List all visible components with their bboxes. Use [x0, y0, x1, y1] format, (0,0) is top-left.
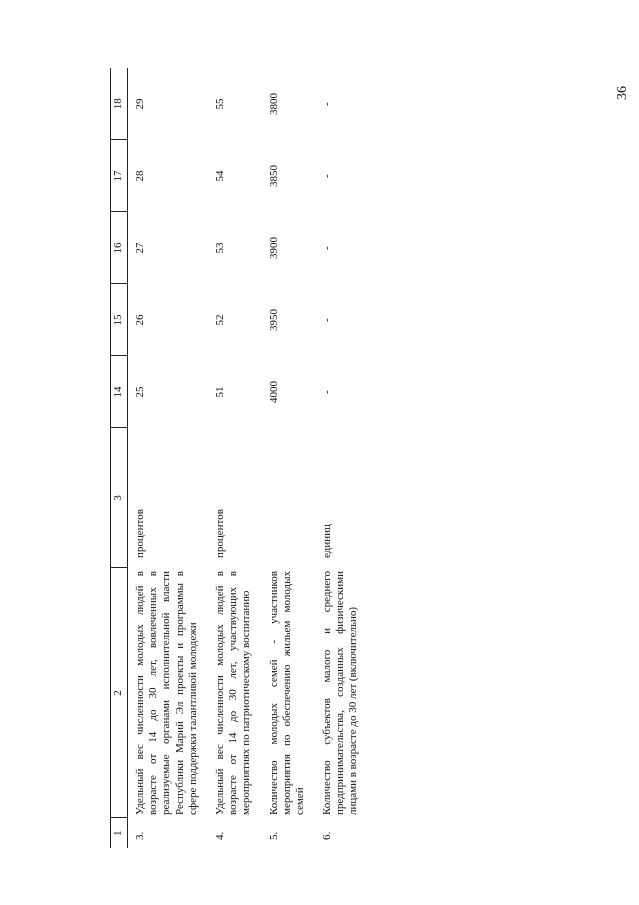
- value-17: 28: [134, 170, 146, 182]
- unit: процентов: [213, 509, 226, 558]
- value-15: 52: [213, 314, 226, 326]
- indicator-name: Удельный вес численности молодых людей в возрасте от 14 до 30 лет, участвующих в мероприятиях по патриотическому воспитанию: [213, 571, 253, 815]
- value-16: 27: [134, 242, 146, 254]
- value-18: 29: [134, 98, 146, 110]
- value-15: 26: [134, 314, 146, 326]
- unit: единиц: [321, 524, 334, 558]
- value-16: 3900: [267, 237, 280, 259]
- rotated-table-page: [110, 68, 525, 848]
- value-17: 54: [213, 170, 226, 182]
- value-16: 53: [213, 242, 226, 254]
- table-row: [128, 68, 208, 848]
- header-col-18: 18: [111, 68, 128, 140]
- table-row: [315, 68, 369, 848]
- value-14: 51: [213, 386, 226, 398]
- value-14: 4000: [267, 381, 280, 403]
- value-17: 3850: [267, 165, 280, 187]
- indicator-name: Количество молодых семей - участников мероприятия по обеспечению жильем молодых семей: [267, 571, 306, 815]
- header-col-14: 14: [111, 356, 128, 428]
- value-15: -: [321, 318, 334, 322]
- header-row: [111, 68, 128, 848]
- row-number: 5.: [267, 831, 280, 840]
- page-number: 36: [615, 86, 630, 100]
- header-col-3: 3: [111, 428, 128, 568]
- value-18: 55: [213, 98, 226, 110]
- indicator-name: Удельный вес численности молодых людей в возрасте от 14 до 30 лет, вовлеченных в реализуемые органами исполнительной власти Республики Марий Эл проекты и программы в сфере поддержки талантливой молодежи: [134, 571, 199, 815]
- header-col-2: 2: [111, 568, 128, 818]
- header-col-15: 15: [111, 284, 128, 356]
- row-number: 3.: [134, 831, 146, 840]
- unit: [262, 428, 316, 568]
- header-col-1: 1: [111, 818, 128, 848]
- value-15: 3950: [267, 309, 280, 331]
- value-14: 25: [134, 386, 146, 398]
- indicators-table: [110, 68, 369, 848]
- value-14: -: [321, 390, 334, 394]
- value-18: 3800: [267, 93, 280, 115]
- value-17: -: [321, 174, 334, 178]
- row-number: 6.: [321, 831, 334, 840]
- table-row: [208, 68, 262, 848]
- indicator-name: Количество субъектов малого и среднего предпринимательства, созданных физическими лицами в возрасте до 30 лет (включительно): [321, 571, 360, 815]
- row-number: 4.: [213, 831, 226, 840]
- value-18: -: [321, 102, 334, 106]
- value-16: -: [321, 246, 334, 250]
- table-row: [262, 68, 316, 848]
- header-col-16: 16: [111, 212, 128, 284]
- header-col-17: 17: [111, 140, 128, 212]
- unit: процентов: [134, 509, 146, 558]
